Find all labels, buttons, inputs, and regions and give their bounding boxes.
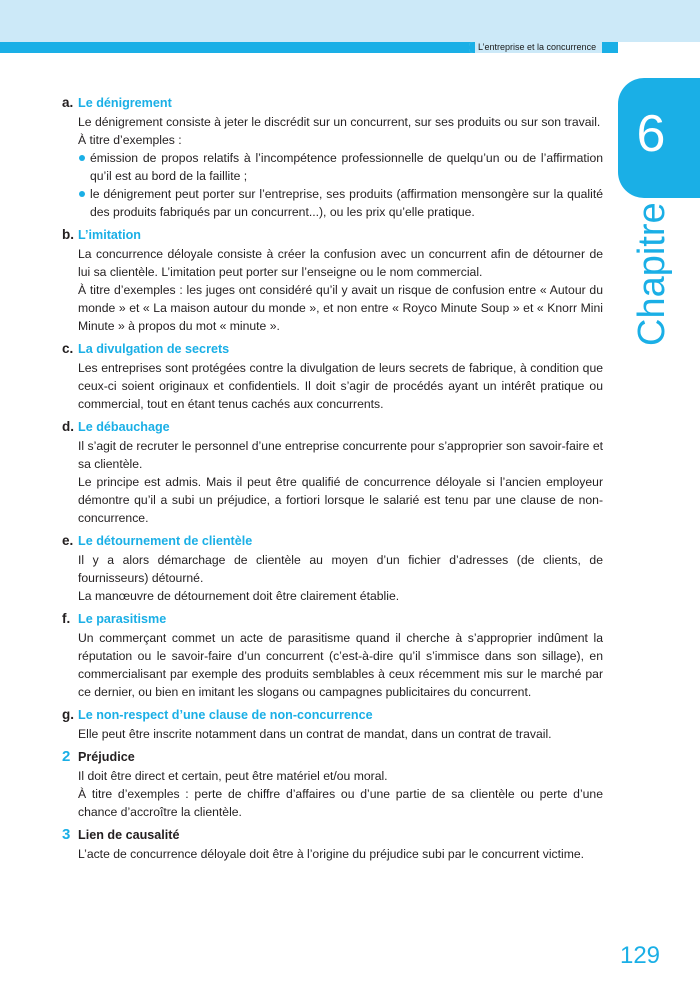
- section-title: Le non-respect d’une clause de non-concurrence: [78, 708, 373, 722]
- section-title: Le détournement de clientèle: [78, 534, 253, 548]
- section-letter: f.: [62, 611, 71, 626]
- bullet-icon: [79, 155, 85, 161]
- section-body: [62, 845, 603, 863]
- section-title: Le débauchage: [78, 420, 170, 434]
- section-e: [62, 532, 603, 605]
- chapter-number: 6: [636, 105, 666, 163]
- chapter-label: Chapitre: [631, 202, 673, 346]
- section-body: [62, 113, 603, 221]
- paragraph: Il s’agit de recruter le personnel d’une entreprise concurrente pour s’approprier son savoir-faire et sa clientèle.: [78, 439, 603, 471]
- section-b: [62, 226, 603, 335]
- section-heading: [62, 706, 603, 725]
- section-letter: b.: [62, 227, 74, 242]
- running-title: L’entreprise et la concurrence: [469, 42, 602, 53]
- section-body: [62, 725, 603, 743]
- section-g: [62, 706, 603, 743]
- section-body: [62, 629, 603, 701]
- section-body: [62, 551, 603, 605]
- paragraph: La concurrence déloyale consiste à créer la confusion avec un concurrent afin de détourner de lui sa clientèle. L’imitation peut porter sur l’enseigne ou le nom commercial.: [78, 247, 603, 279]
- section-letter: c.: [62, 341, 74, 356]
- paragraph: Le dénigrement consiste à jeter le discrédit sur un concurrent, sur ses produits ou sur son travail.: [78, 115, 601, 129]
- section-title: L’imitation: [78, 228, 141, 242]
- section-heading: [62, 418, 603, 437]
- paragraph: Il y a alors démarchage de clientèle au moyen d’un fichier d’adresses (de clients, de fournisseurs) détourné.: [78, 553, 603, 585]
- paragraph: Les entreprises sont protégées contre la divulgation de leurs secrets de fabrique, à condition que ceux-ci soient originaux et confidentiels. Il doit s’agir de procédés ayant un intérêt pratique ou commercial, tout en étant tenus cachés aux concurrents.: [78, 361, 603, 411]
- paragraph: La manœuvre de détournement doit être clairement établie.: [78, 589, 400, 603]
- section-body: [62, 437, 603, 527]
- section-body: [62, 359, 603, 413]
- section-c: [62, 340, 603, 413]
- section-heading: [62, 226, 603, 245]
- section-title: Le dénigrement: [78, 96, 172, 110]
- section-a: [62, 94, 603, 221]
- section-heading: [62, 532, 603, 551]
- section-title: Préjudice: [78, 750, 135, 764]
- paragraph: À titre d’exemples : perte de chiffre d’affaires ou d’une partie de sa clientèle ou perte d’une chance d’accroître la clientèle.: [78, 787, 603, 819]
- bullet-text: le dénigrement peut porter sur l’entreprise, ses produits (affirmation mensongère sur la qualité des produits fabriqués par un concurrent...), ou les prix qu’elle pratique.: [90, 187, 603, 219]
- page-number: 129: [619, 942, 661, 969]
- bullet-item: [78, 185, 603, 221]
- section-title: Lien de causalité: [78, 828, 180, 842]
- paragraph: À titre d’exemples :: [78, 133, 182, 147]
- page-content: [62, 94, 603, 868]
- section-heading: [62, 610, 603, 629]
- paragraph: Il doit être direct et certain, peut être matériel et/ou moral.: [78, 769, 388, 783]
- section-heading: [62, 94, 603, 113]
- section-3: [62, 826, 603, 863]
- section-heading: [62, 748, 603, 767]
- section-letter: g.: [62, 707, 74, 722]
- section-letter: a.: [62, 95, 74, 110]
- section-heading: [62, 826, 603, 845]
- section-letter: d.: [62, 419, 74, 434]
- section-letter: e.: [62, 533, 74, 548]
- section-title: La divulgation de secrets: [78, 342, 230, 356]
- bullet-item: [78, 149, 603, 185]
- section-heading: [62, 340, 603, 359]
- paragraph: À titre d’exemples : les juges ont considéré qu’il y avait un risque de confusion entre « Autour du monde » et « La maison autour du monde », et non entre « Royco Minute Soup » et « Knorr Mini Minute » à propos du mot « minute ».: [78, 283, 603, 333]
- section-f: [62, 610, 603, 701]
- section-body: [62, 245, 603, 335]
- top-band: [0, 0, 700, 42]
- section-title: Le parasitisme: [78, 612, 167, 626]
- section-d: [62, 418, 603, 527]
- paragraph: Un commerçant commet un acte de parasitisme quand il cherche à s’approprier indûment la réputation ou le savoir-faire d’un concurrent (c’est-à-dire qu’il s’immisce dans son sillage), en commercialisant par exemple des produits semblables à ceux récemment mis sur le marché par ce dernier, ou bien en imitant les slogans ou campagnes publicitaires du concurrent.: [78, 631, 603, 699]
- paragraph: L’acte de concurrence déloyale doit être à l’origine du préjudice subi par le concurrent victime.: [78, 847, 585, 861]
- bullet-text: émission de propos relatifs à l’incompétence professionnelle de quelqu’un ou de l’affirmation qu’il est au bord de la faillite ;: [90, 151, 603, 183]
- section-2: [62, 748, 603, 821]
- paragraph: Le principe est admis. Mais il peut être qualifié de concurrence déloyale si l’ancien employeur démontre qu’il a subi un préjudice, a fortiori lorsque le salarié est tenu par une clause de non-concurrence.: [78, 475, 603, 525]
- section-body: [62, 767, 603, 821]
- paragraph: Elle peut être inscrite notamment dans un contrat de mandat, dans un contrat de travail.: [78, 727, 552, 741]
- section-number: 2: [62, 748, 71, 765]
- section-number: 3: [62, 826, 71, 843]
- bullet-icon: [79, 191, 85, 197]
